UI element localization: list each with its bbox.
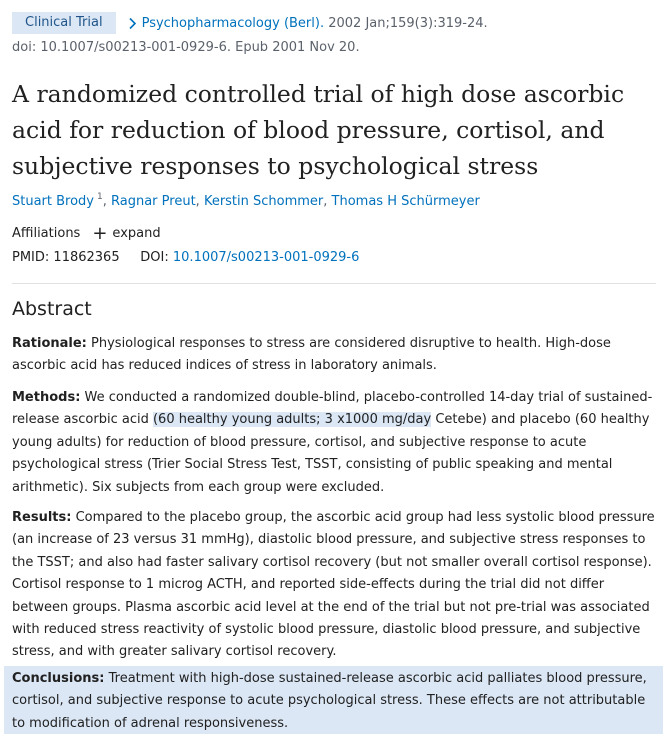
selected-text-highlight: (60 healthy young adults; 3 x1000 mg/day [152, 412, 432, 428]
section-divider [12, 283, 656, 284]
methods-label: Methods: [12, 390, 81, 405]
affiliations-label: Affiliations [12, 226, 81, 241]
doi-epub-line: doi: 10.1007/s00213-001-0929-6. Epub 2001 Nov 20. [12, 40, 360, 55]
abstract-methods [12, 387, 660, 499]
author-link[interactable]: Ragnar Preut [111, 194, 196, 209]
citation-details: 2002 Jan;159(3):319-24. [328, 15, 488, 31]
journal-citation [128, 16, 488, 31]
conclusions-label: Conclusions: [12, 671, 105, 686]
author-link[interactable]: Stuart Brody [12, 194, 95, 209]
author-link[interactable]: Thomas H Schürmeyer [331, 194, 480, 209]
expand-affiliations-button[interactable] [92, 223, 161, 244]
methods-text-before: We conducted a randomized double-blind, placebo-controlled 14-day trial of sustained-release ascorbic acid [12, 390, 653, 428]
author-link[interactable]: Kerstin Schommer [203, 194, 324, 209]
publication-type-badge[interactable]: Clinical Trial [12, 12, 116, 34]
rationale-text: Physiological responses to stress are considered disruptive to health. High-dose ascorbic acid has reduced indices of stress in laboratory animals. [12, 336, 611, 374]
abstract-results [12, 507, 660, 664]
pmid-label: PMID: [12, 250, 50, 265]
results-text: Compared to the placebo group, the ascorbic acid group had less systolic blood pressure (an increase of 23 versus 31 mmHg), diastolic blood pressure, and subjective stress responses to the TSST; and also had faster salivary cortisol recovery (but not smaller overall cortisol response). Cortisol response to 1 microg ACTH, and reported side-effects during the trial did not differ between groups. Plasma ascorbic acid level at the end of the trial but not pre-trial was associated with reduced stress reactivity of systolic blood pressure, diastolic blood pressure, and subjective stress, and with greater salivary cortisol recovery. [12, 510, 655, 660]
article-title: A randomized controlled trial of high dose ascorbic acid for reduction of blood pressure, cortisol, and subjective responses to psychological stress [12, 80, 625, 180]
abstract-rationale [12, 333, 660, 378]
methods-text-after: Cetebe) and placebo (60 healthy young adults) for reduction of blood pressure, cortisol, and subjective response to acute psychological stress (Trier Social Stress Test, TSST, consisting of public speaking and mental arithmetic). Six subjects from each group were excluded. [12, 412, 650, 495]
pmid-value: 11862365 [53, 250, 120, 265]
doi-link[interactable]: 10.1007/s00213-001-0929-6 [172, 250, 360, 265]
results-label: Results: [12, 510, 72, 525]
rationale-label: Rationale: [12, 336, 87, 351]
plus-icon: + [92, 223, 108, 244]
chevron-right-icon [128, 17, 137, 30]
abstract-conclusions [12, 668, 660, 735]
doi-label: DOI: [140, 250, 169, 265]
article-header-row [12, 12, 488, 34]
identifiers-row [12, 250, 359, 265]
conclusions-text: Treatment with high-dose sustained-release ascorbic acid palliates blood pressure, cortisol, and subjective response to acute psychological stress. These effects are not attributable to modification of adrenal responsiveness. [12, 671, 647, 731]
journal-link[interactable]: Psychopharmacology (Berl). [141, 15, 325, 31]
expand-label: expand [112, 226, 161, 241]
abstract-heading: Abstract [12, 298, 92, 320]
affiliations-row [12, 223, 161, 244]
affiliation-sup[interactable]: 1 [97, 192, 103, 202]
author-list: Stuart Brody $^1$, Ragnar Preut, Kerstin Schommer, Thomas H Schürmeyer [12, 192, 480, 209]
